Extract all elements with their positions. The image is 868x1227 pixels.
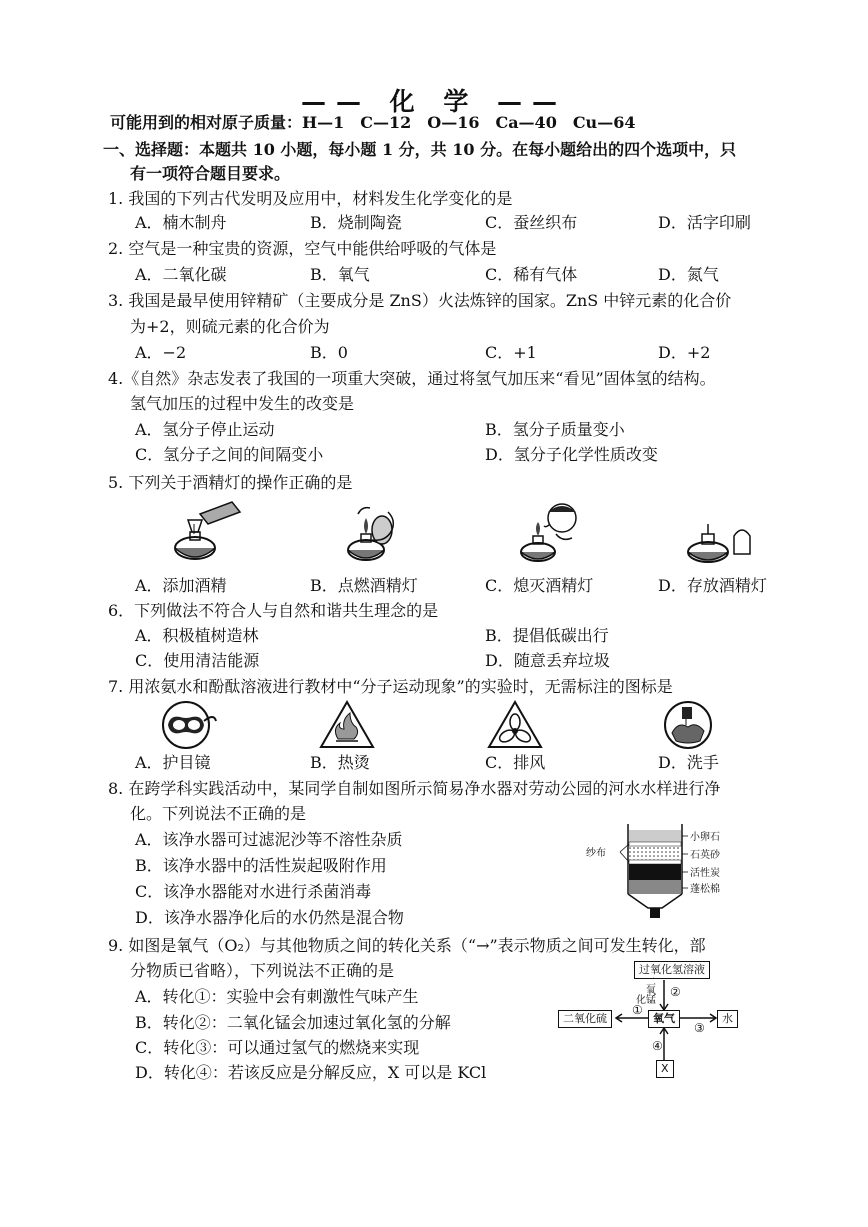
node-x: X [656, 1060, 674, 1078]
q1-option-d: D．活字印刷 [658, 213, 751, 232]
q7-option-b: B．热烫 [310, 753, 370, 772]
question-8-stem: 8. 在跨学科实践活动中，某同学自制如图所示简易净水器对劳动公园的河水水样进行净 [108, 779, 721, 798]
catalyst-label-2: 氧 [646, 986, 656, 997]
q8-option-b: B．该净水器中的活性炭起吸附作用 [135, 856, 387, 875]
node-oxygen: 氧气 [648, 1010, 680, 1028]
water-filter-diagram [580, 822, 730, 922]
question-5-stem: 5. 下列关于酒精灯的操作正确的是 [108, 473, 353, 492]
q2-option-d: D．氮气 [658, 265, 719, 284]
marker-1: ① [632, 1003, 643, 1017]
filter-label-pebbles: 小卵石 [690, 832, 720, 843]
q8-option-a: A．该净水器可过滤泥沙等不溶性杂质 [135, 830, 403, 849]
ventilation-fan-icon [486, 699, 544, 751]
alcohol-lamp-lighting-figure [336, 500, 426, 570]
question-3-stem-line2: 为+2，则硫元素的化合价为 [130, 317, 330, 336]
q7-option-a: A．护目镜 [135, 753, 211, 772]
catalyst-label-3: 化 [636, 995, 646, 1006]
hand-washing-icon [660, 699, 718, 751]
alcohol-lamp-refill-figure [160, 500, 250, 570]
alcohol-lamp-extinguish-figure [510, 498, 600, 570]
question-7-stem: 7. 用浓氨水和酚酞溶液进行教材中“分子运动现象”的实验时，无需标注的图标是 [108, 677, 673, 696]
section-heading-line1: 一、选择题：本题共 10 小题，每小题 1 分，共 10 分。在每小题给出的四个选项中，只 [103, 140, 737, 159]
marker-4: ④ [652, 1039, 663, 1053]
q7-option-c: C．排风 [485, 753, 546, 772]
node-water: 水 [717, 1010, 738, 1028]
q7-option-d: D．洗手 [658, 753, 719, 772]
q5-option-b: B．点燃酒精灯 [310, 576, 418, 595]
question-9-stem-line2: 分物质已省略），下列说法不正确的是 [130, 961, 395, 980]
q9-option-d: D．转化④：若该反应是分解反应，X 可以是 KCl [135, 1063, 487, 1082]
q2-option-b: B．氧气 [310, 265, 370, 284]
q1-option-b: B．烧制陶瓷 [310, 213, 402, 232]
q4-option-c: C．氢分子之间的间隔变小 [135, 445, 324, 464]
hot-surface-icon [318, 699, 376, 751]
node-sulfur-dioxide: 二氧化硫 [558, 1010, 612, 1028]
q8-option-d: D．该净水器净化后的水仍然是混合物 [135, 908, 404, 927]
q6-option-b: B．提倡低碳出行 [485, 626, 609, 645]
q4-option-d: D．氢分子化学性质改变 [485, 445, 658, 464]
q6-option-d: D．随意丢弃垃圾 [485, 651, 610, 670]
filter-label-gauze: 纱布 [586, 848, 606, 859]
alcohol-lamp-storage-figure [680, 510, 760, 570]
q6-option-c: C．使用清洁能源 [135, 651, 260, 670]
question-3-stem: 3. 我国是最早使用锌精矿（主要成分是 ZnS）火法炼锌的国家。ZnS 中锌元素的化合价 [108, 291, 732, 310]
q1-option-c: C．蚕丝织布 [485, 213, 578, 232]
question-6-stem: 6．下列做法不符合人与自然和谐共生理念的是 [108, 601, 439, 620]
question-2-stem: 2. 空气是一种宝贵的资源，空气中能供给呼吸的气体是 [108, 239, 497, 258]
oxygen-transformation-diagram [552, 960, 752, 1080]
question-4-stem: 4.《自然》杂志发表了我国的一项重大突破，通过将氢气加压来“看见”固体氢的结构。 [108, 369, 716, 388]
section-heading-line2: 有一项符合题目要求。 [130, 164, 291, 183]
question-4-stem-line2: 氢气加压的过程中发生的改变是 [130, 394, 355, 413]
question-8-stem-line2: 化。下列说法不正确的是 [130, 804, 307, 823]
q3-option-d: D．+2 [658, 343, 711, 362]
filter-label-quartz-sand: 石英砂 [690, 850, 720, 861]
q5-option-d: D．存放酒精灯 [658, 576, 767, 595]
q4-option-a: A．氢分子停止运动 [135, 420, 275, 439]
question-1-stem: 1. 我国的下列古代发明及应用中，材料发生化学变化的是 [108, 189, 513, 208]
q3-option-c: C．+1 [485, 343, 537, 362]
q3-option-b: B．0 [310, 343, 348, 362]
q5-option-a: A．添加酒精 [135, 576, 227, 595]
q1-option-a: A．楠木制舟 [135, 213, 227, 232]
q9-option-b: B．转化②：二氧化锰会加速过氧化氢的分解 [135, 1013, 451, 1032]
filter-label-activated-carbon: 活性炭 [690, 868, 720, 879]
marker-3: ③ [694, 1021, 705, 1035]
q4-option-b: B．氢分子质量变小 [485, 420, 625, 439]
goggles-icon [158, 699, 218, 751]
q6-option-a: A．积极植树造林 [135, 626, 259, 645]
node-hydrogen-peroxide: 过氧化氢溶液 [634, 961, 710, 979]
marker-2: ② [670, 985, 681, 999]
q9-option-a: A．转化①：实验中会有刺激性气味产生 [135, 987, 419, 1006]
q3-option-a: A．−2 [135, 343, 187, 362]
q5-option-c: C．熄灭酒精灯 [485, 576, 594, 595]
q8-option-c: C．该净水器能对水进行杀菌消毒 [135, 882, 372, 901]
catalyst-label-4: 锰 [646, 995, 656, 1006]
page-title: —— 化 学 —— [300, 87, 568, 116]
filter-label-cotton: 蓬松棉 [690, 884, 720, 895]
catalyst-label-1: 二 [646, 977, 656, 988]
q9-option-c: C．转化③：可以通过氢气的燃烧来实现 [135, 1038, 420, 1057]
q2-option-c: C．稀有气体 [485, 265, 578, 284]
q2-option-a: A．二氧化碳 [135, 265, 227, 284]
atomic-masses: 可能用到的相对原子质量：H—1 C—12 O—16 Ca—40 Cu—64 [110, 113, 636, 132]
question-9-stem: 9. 如图是氧气（O₂）与其他物质之间的转化关系（“→”表示物质之间可发生转化，部 [108, 936, 706, 955]
